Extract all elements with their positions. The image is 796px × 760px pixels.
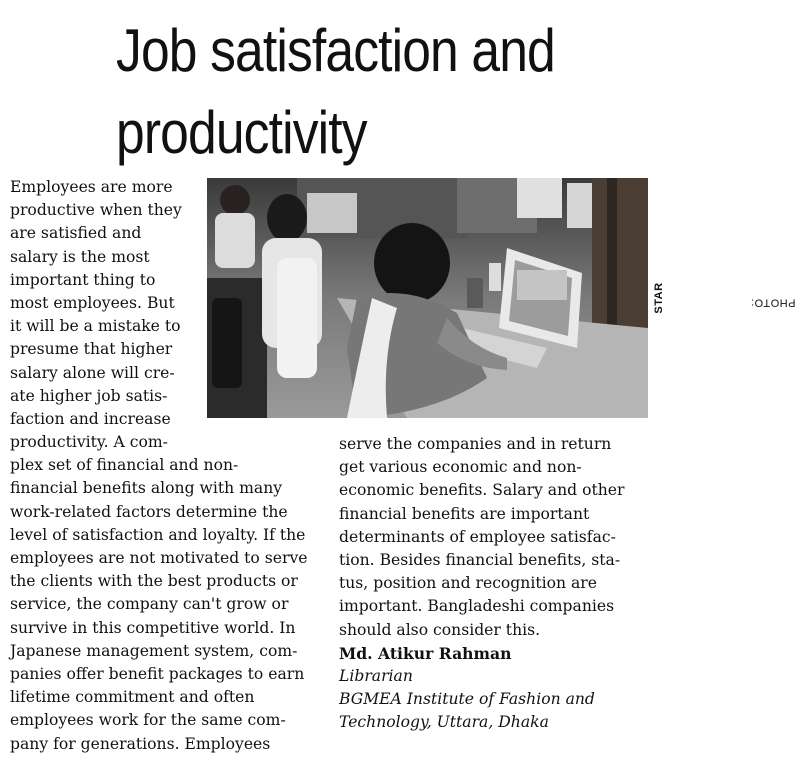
text-line: salary alone will cre- (10, 363, 175, 382)
text-line: employees work for the same com- (10, 711, 286, 730)
text-line: are satisfied and (10, 224, 142, 243)
text-line: serve the companies and in return (339, 435, 612, 453)
text-line: get various economic and non- (339, 458, 582, 477)
text-line: level of satisfaction and loyalty. If the (10, 525, 306, 544)
photo-credit-label: PHOTO: (750, 296, 796, 309)
text-line: important. Bangladeshi companies (339, 597, 615, 616)
photo-credit-source: STAR (653, 282, 665, 314)
text-line: important thing to (10, 270, 156, 289)
text-line: ate higher job satis- (10, 386, 168, 405)
article-column-2 (339, 433, 659, 734)
text-line: tus, position and recognition are (339, 574, 597, 593)
text-line: tion. Besides financial benefits, sta- (339, 550, 621, 569)
office-photo (207, 178, 648, 418)
headline-line: productivity (116, 99, 367, 166)
author-title: Librarian (339, 666, 413, 685)
text-line: the clients with the best products or (10, 572, 298, 591)
text-line: determinants of employee satisfac- (339, 527, 616, 546)
headline-line: Job satisfaction and (116, 17, 555, 84)
text-line: service, the company can't grow or (10, 595, 289, 614)
text-line: panies offer benefit packages to earn (10, 664, 305, 683)
text-line: faction and increase (10, 409, 171, 428)
text-line: financial benefits are important (339, 504, 590, 523)
text-line: plex set of financial and non- (10, 456, 239, 475)
text-line: Japanese management system, com- (10, 641, 298, 660)
text-line: productivity. A com- (10, 433, 168, 452)
text-line: it will be a mistake to (10, 317, 181, 336)
text-line: survive in this competitive world. In (10, 618, 296, 637)
text-line: financial benefits along with many (10, 479, 283, 498)
text-line: Employees are more (10, 178, 173, 196)
text-line: work-related factors determine the (10, 502, 288, 521)
text-line: most employees. But (10, 293, 175, 312)
text-line: employees are not motivated to serve (10, 549, 308, 567)
author-name: Md. Atikur Rahman (339, 643, 512, 663)
text-line: should also consider this. (339, 620, 541, 639)
text-line: productive when they (10, 201, 182, 220)
photo-credit (648, 178, 796, 418)
text-line: presume that higher (10, 340, 173, 359)
text-line: pany for generations. Employees (10, 734, 271, 753)
headline (116, 10, 580, 174)
text-line: salary is the most (10, 247, 150, 266)
author-institution: Technology, Uttara, Dhaka (339, 713, 549, 732)
author-institution: BGMEA Institute of Fashion and (339, 690, 595, 709)
text-line: economic benefits. Salary and other (339, 481, 625, 500)
text-line: lifetime commitment and often (10, 688, 255, 707)
